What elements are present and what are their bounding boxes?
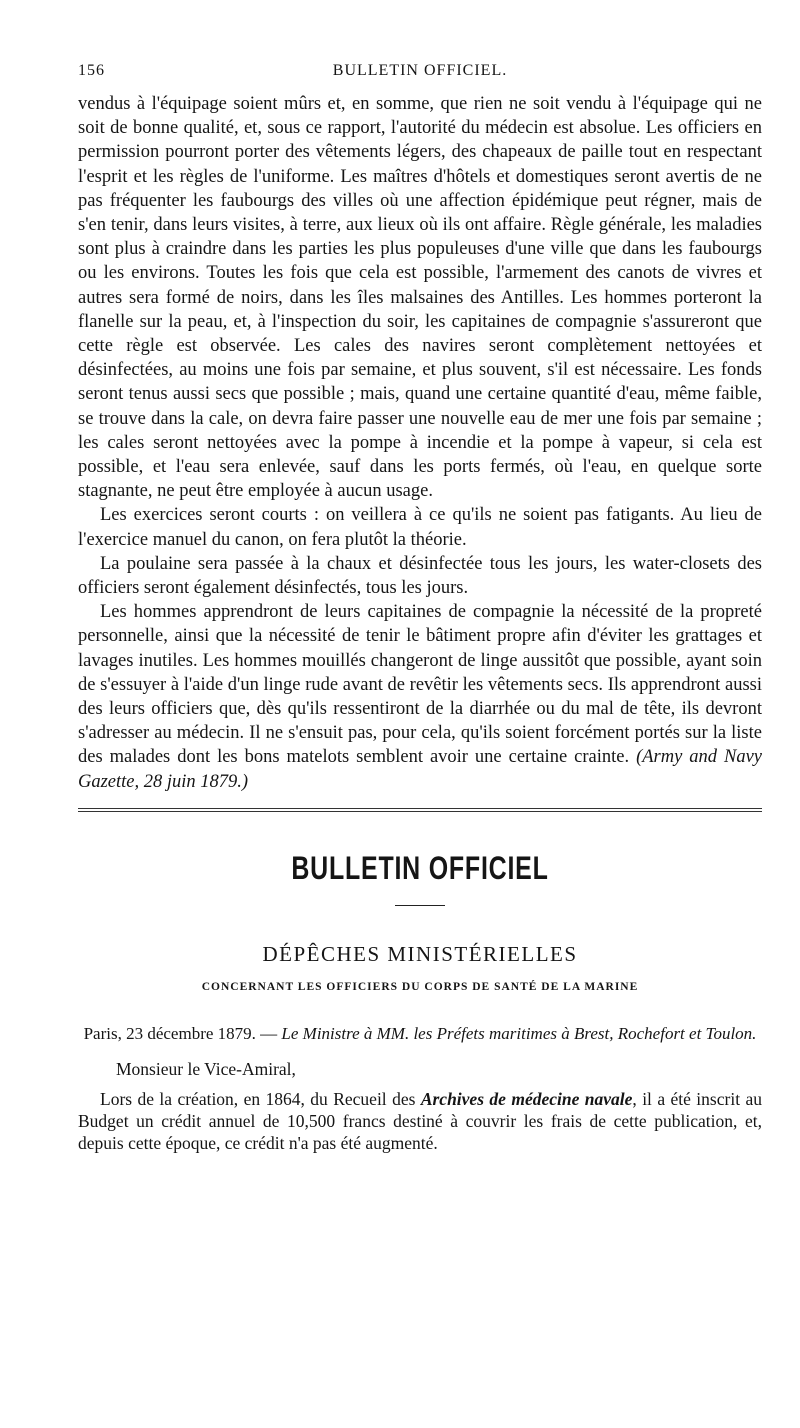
section-divider	[78, 808, 762, 812]
dispatch-addressee: Le Ministre à MM. les Préfets maritimes à Brest, Rochefort et Toulon.	[281, 1023, 757, 1043]
article-paragraph: La poulaine sera passée à la chaux et désinfectée tous les jours, les water-closets des officiers seront également désinfectés, tous les jours.	[78, 553, 762, 599]
salutation: Monsieur le Vice-Amiral,	[116, 1058, 296, 1079]
running-title: BULLETIN OFFICIEL.	[332, 62, 508, 79]
dispatch-date: Paris, 23 décembre 1879. —	[83, 1023, 282, 1043]
section-title: BULLETIN OFFICIEL	[291, 849, 549, 886]
article-paragraph	[78, 600, 762, 794]
page-number: 156	[78, 62, 105, 79]
document-page	[78, 62, 762, 1154]
article-paragraph: vendus à l'équipage soient mûrs et, en somme, que rien ne soit vendu à l'équipage qui ne soit de bonne qualité, et, sous ce rapport, l'autorité du médecin est absolue. Les officiers en permission pourront porter des vêtements légers, des chapeaux de paille tout en respectant l'esprit et les règles de l'uniforme. Les maîtres d'hôtels et domestiques seront avertis de ne pas fréquenter les faubourgs des villes où une affection épidémique peut régner, mais de s'en tenir, dans leurs visites, à terre, aux lieux où ils ont affaire. Règle générale, les maladies sont plus à craindre dans les parties les plus populeuses d'une ville que dans les faubourgs ou les environs. Toutes les fois que cela est possible, l'armement des canots de vivres et autres sera formé de noirs, dans les îles malsaines des Antilles. Les hommes porteront la flanelle sur la peau, et, à l'inspection du soir, les capitaines de compagnie s'assureront que cette règle est observée. Les cales des navires seront complètement nettoyées et désinfectées, au moins une fois par semaine, et plus souvent, s'il est nécessaire. Les fonds seront tenus aussi secs que possible ; mais, quand une certaine quantité d'eau, même faible, se trouve dans la cale, on devra faire passer une nouvelle eau de mer une fois par semaine ; les cales seront nettoyées avec la pompe à incendie et la pompe à vapeur, si cela est possible, et l'eau sera enlevée, sauf dans les ports fermés, où l'eau, en quelque sorte stagnante, ne peut être employée à aucun usage.	[78, 94, 762, 502]
letter-text-end: , il a été inscrit au Budget un crédit annuel de 10,500 francs destiné à couvrir les frais de cette publication, et, depuis cette époque, ce crédit n'a pas été augmenté.	[78, 1088, 762, 1153]
title-rule	[395, 905, 445, 906]
article-paragraph-text: Les hommes apprendront de leurs capitaines de compagnie la nécessité de la propreté personnelle, ainsi que la nécessité de tenir le bâtiment propre afin d'éviter les grattages et lavages inutiles. Les hommes mouillés changeront de linge aussitôt que possible, ayant soin de s'essuyer à l'aide d'un linge rude avant de revêtir les vêtements secs. Ils apprendront aussi des leurs officiers que, dès qu'ils ressentiront de la diarrhée ou du mal de tête, ils devront s'adresser au médecin. Il ne s'ensuit pas, pour cela, qu'ils soient forcément portés sur la liste des malades dont les bons matelots semblent avoir une certaine crainte.	[78, 602, 762, 768]
publication-title: Archives de médecine navale	[420, 1088, 633, 1109]
letter-paragraph	[78, 1088, 762, 1154]
source-citation: (Army and Navy Gazette, 28 juin 1879.)	[78, 747, 763, 792]
letter-text-start: Lors de la création, en 1864, du Recueil des	[100, 1088, 421, 1109]
section-subsubtitle: CONCERNANT LES OFFICIERS DU CORPS DE SANTÉ DE LA MARINE	[201, 980, 639, 993]
running-head	[78, 62, 762, 92]
article-paragraph: Les exercices seront courts : on veillera à ce qu'ils ne soient pas fatigants. Au lieu de l'exercice manuel du canon, on fera plutôt la théorie.	[78, 505, 762, 550]
section-subtitle: DÉPÊCHES MINISTÉRIELLES	[262, 941, 578, 966]
dispatch-dateline	[78, 1023, 762, 1045]
article-body	[78, 92, 762, 794]
